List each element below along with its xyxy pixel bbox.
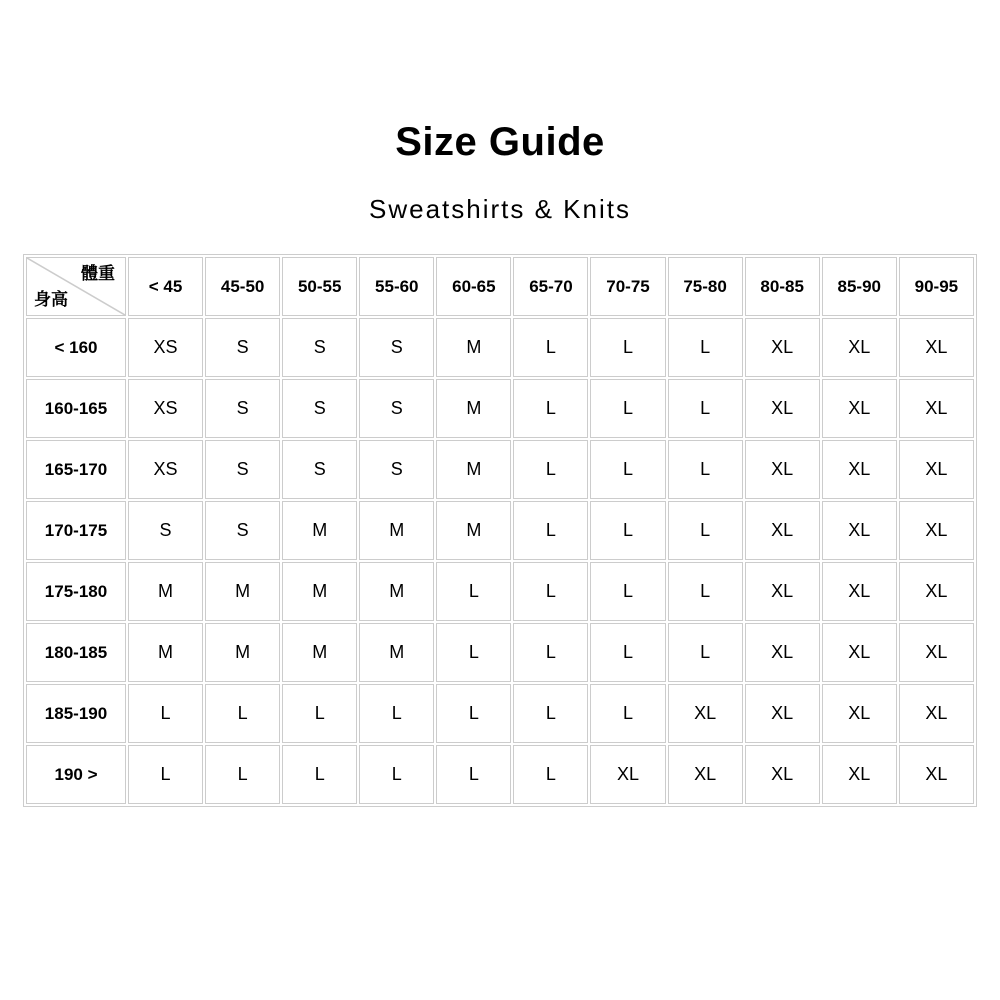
- corner-cell: [26, 257, 126, 316]
- weight-column-header: 50-55: [282, 257, 357, 316]
- size-cell: L: [436, 623, 511, 682]
- height-row-header: < 160: [26, 318, 126, 377]
- size-cell: XL: [822, 562, 897, 621]
- size-cell: M: [359, 623, 434, 682]
- table-row: [26, 379, 974, 438]
- size-cell: XL: [899, 318, 974, 377]
- table-row: [26, 318, 974, 377]
- size-cell: L: [436, 684, 511, 743]
- page-title: Size Guide: [395, 120, 605, 164]
- table-row: [26, 745, 974, 804]
- height-row-header: 180-185: [26, 623, 126, 682]
- size-cell: XL: [745, 745, 820, 804]
- size-cell: L: [668, 562, 743, 621]
- size-cell: XL: [745, 379, 820, 438]
- size-cell: S: [205, 379, 280, 438]
- size-cell: XL: [899, 684, 974, 743]
- size-cell: L: [590, 318, 665, 377]
- size-cell: M: [436, 379, 511, 438]
- size-cell: XL: [899, 379, 974, 438]
- size-cell: XL: [745, 562, 820, 621]
- size-cell: L: [668, 440, 743, 499]
- size-cell: L: [513, 379, 588, 438]
- size-cell: S: [282, 440, 357, 499]
- table-row: [26, 684, 974, 743]
- size-cell: XS: [128, 440, 203, 499]
- size-cell: XL: [899, 745, 974, 804]
- size-cell: L: [205, 745, 280, 804]
- size-cell: XL: [899, 623, 974, 682]
- weight-column-header: < 45: [128, 257, 203, 316]
- height-row-header: 175-180: [26, 562, 126, 621]
- size-cell: L: [359, 684, 434, 743]
- size-cell: XL: [899, 562, 974, 621]
- size-cell: M: [282, 501, 357, 560]
- size-cell: L: [359, 745, 434, 804]
- weight-column-header: 60-65: [436, 257, 511, 316]
- height-row-header: 160-165: [26, 379, 126, 438]
- size-cell: L: [513, 318, 588, 377]
- height-axis-label: 身高: [34, 290, 68, 309]
- size-cell: L: [668, 379, 743, 438]
- size-cell: M: [359, 562, 434, 621]
- weight-axis-label: 體重: [81, 264, 115, 283]
- size-cell: L: [436, 562, 511, 621]
- weight-column-header: 75-80: [668, 257, 743, 316]
- size-cell: L: [590, 562, 665, 621]
- size-cell: S: [128, 501, 203, 560]
- size-cell: L: [590, 684, 665, 743]
- size-cell: XL: [822, 318, 897, 377]
- size-cell: XL: [899, 501, 974, 560]
- size-cell: L: [205, 684, 280, 743]
- size-cell: XL: [745, 684, 820, 743]
- size-cell: M: [282, 562, 357, 621]
- size-cell: L: [513, 623, 588, 682]
- size-cell: XL: [745, 623, 820, 682]
- size-cell: XL: [899, 440, 974, 499]
- size-cell: XL: [822, 501, 897, 560]
- size-cell: S: [359, 379, 434, 438]
- size-cell: M: [205, 562, 280, 621]
- weight-column-header: 70-75: [590, 257, 665, 316]
- size-cell: XL: [745, 501, 820, 560]
- size-cell: L: [513, 684, 588, 743]
- weight-column-header: 90-95: [899, 257, 974, 316]
- size-cell: S: [205, 501, 280, 560]
- table-row: [26, 440, 974, 499]
- weight-column-header: 80-85: [745, 257, 820, 316]
- size-cell: S: [205, 440, 280, 499]
- size-cell: S: [359, 440, 434, 499]
- weight-column-header: 65-70: [513, 257, 588, 316]
- size-cell: L: [128, 684, 203, 743]
- size-cell: S: [282, 379, 357, 438]
- height-row-header: 170-175: [26, 501, 126, 560]
- header-row: [26, 257, 974, 316]
- size-cell: L: [590, 440, 665, 499]
- size-cell: M: [436, 501, 511, 560]
- size-cell: XL: [822, 684, 897, 743]
- page-subtitle: Sweatshirts & Knits: [369, 194, 631, 224]
- size-guide-table: [23, 254, 977, 807]
- size-cell: XL: [822, 623, 897, 682]
- size-cell: L: [513, 562, 588, 621]
- size-cell: L: [282, 684, 357, 743]
- height-row-header: 190 >: [26, 745, 126, 804]
- size-cell: XL: [590, 745, 665, 804]
- size-cell: L: [668, 501, 743, 560]
- size-cell: XL: [745, 318, 820, 377]
- size-cell: M: [436, 318, 511, 377]
- table-row: [26, 562, 974, 621]
- size-cell: L: [590, 379, 665, 438]
- size-cell: L: [590, 501, 665, 560]
- size-cell: M: [128, 562, 203, 621]
- size-cell: XL: [668, 745, 743, 804]
- size-cell: L: [513, 501, 588, 560]
- height-row-header: 165-170: [26, 440, 126, 499]
- size-cell: L: [513, 440, 588, 499]
- size-cell: XL: [822, 440, 897, 499]
- size-cell: L: [436, 745, 511, 804]
- table-row: [26, 501, 974, 560]
- size-cell: XL: [822, 379, 897, 438]
- size-cell: L: [282, 745, 357, 804]
- size-cell: M: [128, 623, 203, 682]
- height-row-header: 185-190: [26, 684, 126, 743]
- weight-column-header: 85-90: [822, 257, 897, 316]
- weight-column-header: 45-50: [205, 257, 280, 316]
- weight-column-header: 55-60: [359, 257, 434, 316]
- size-cell: XL: [745, 440, 820, 499]
- size-cell: XL: [822, 745, 897, 804]
- size-cell: L: [590, 623, 665, 682]
- size-table-body: [26, 318, 974, 804]
- size-cell: M: [436, 440, 511, 499]
- size-cell: M: [282, 623, 357, 682]
- size-cell: S: [282, 318, 357, 377]
- size-cell: L: [128, 745, 203, 804]
- size-cell: XL: [668, 684, 743, 743]
- size-cell: L: [513, 745, 588, 804]
- table-row: [26, 623, 974, 682]
- size-cell: L: [668, 318, 743, 377]
- size-cell: M: [359, 501, 434, 560]
- size-cell: S: [359, 318, 434, 377]
- size-cell: XS: [128, 318, 203, 377]
- size-cell: XS: [128, 379, 203, 438]
- size-cell: L: [668, 623, 743, 682]
- size-cell: S: [205, 318, 280, 377]
- size-cell: M: [205, 623, 280, 682]
